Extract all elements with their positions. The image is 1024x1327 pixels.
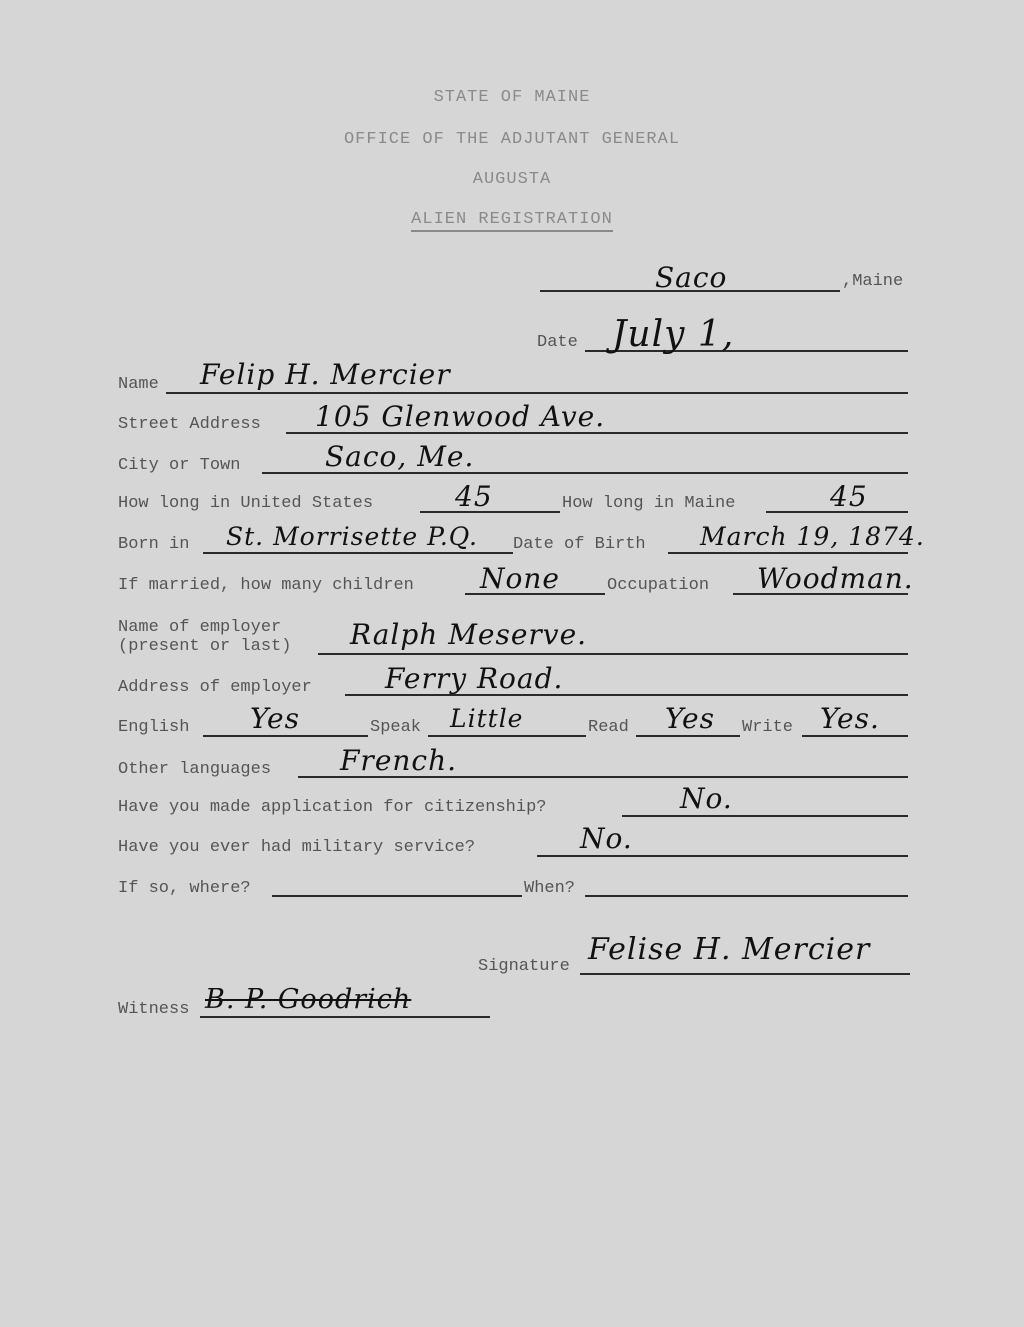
- write-label: Write: [742, 718, 794, 737]
- read-label: Read: [588, 718, 629, 737]
- signature-label: Signature: [478, 957, 570, 976]
- date-value: July 1,: [612, 314, 735, 355]
- military-label: Have you ever had military service?: [118, 838, 476, 857]
- where-label: If so, where?: [118, 879, 251, 898]
- witness-value: B. P. Goodrich: [205, 984, 412, 1015]
- children-label: If married, how many children: [118, 576, 414, 595]
- name-line: [166, 392, 908, 394]
- street-address-value: 105 Glenwood Ave.: [315, 400, 606, 433]
- header-city: AUGUSTA: [472, 170, 552, 189]
- employer-label-1: Name of employer: [118, 618, 282, 637]
- date-of-birth-line: [668, 552, 908, 554]
- military-value: No.: [580, 822, 633, 855]
- english-value: Yes: [250, 702, 300, 735]
- other-languages-value: French.: [340, 744, 458, 777]
- employer-label-2: (present or last): [118, 637, 292, 656]
- employer-value: Ralph Meserve.: [350, 618, 588, 651]
- name-label: Name: [118, 375, 159, 394]
- employer-address-label: Address of employer: [118, 678, 312, 697]
- street-address-label: Street Address: [118, 415, 261, 434]
- how-long-maine-value: 45: [830, 480, 868, 513]
- read-line: [636, 735, 740, 737]
- date-of-birth-label: Date of Birth: [513, 535, 646, 554]
- form-title: [0, 210, 1024, 229]
- header-office: OFFICE OF THE ADJUTANT GENERAL: [343, 130, 681, 149]
- name-value: Felip H. Mercier: [200, 358, 451, 391]
- citizenship-value: No.: [680, 782, 733, 815]
- when-label: When?: [524, 879, 576, 898]
- english-line: [203, 735, 368, 737]
- witness-line: [200, 1016, 490, 1018]
- form-title-text: ALIEN REGISTRATION: [411, 210, 613, 232]
- signature-line: [580, 973, 910, 975]
- how-long-maine-label: How long in Maine: [562, 494, 736, 513]
- date-of-birth-value: March 19, 1874.: [700, 522, 925, 551]
- how-long-us-label: How long in United States: [118, 494, 374, 513]
- when-line: [585, 895, 908, 897]
- speak-value: Little: [450, 704, 524, 733]
- military-line: [537, 855, 908, 857]
- citizenship-label: Have you made application for citizenship?: [118, 798, 547, 817]
- city-label: City or Town: [118, 456, 241, 475]
- children-value: None: [480, 562, 560, 595]
- occupation-label: Occupation: [607, 576, 710, 595]
- witness-label: Witness: [118, 1000, 190, 1019]
- date-label: Date: [537, 333, 578, 352]
- maine-label: ,Maine: [842, 272, 904, 291]
- write-line: [802, 735, 908, 737]
- speak-label: Speak: [370, 718, 422, 737]
- citizenship-line: [622, 815, 908, 817]
- signature-value: Felise H. Mercier: [588, 932, 871, 967]
- other-languages-label: Other languages: [118, 760, 272, 779]
- write-value: Yes.: [820, 702, 880, 735]
- born-in-label: Born in: [118, 535, 190, 554]
- speak-line: [428, 735, 586, 737]
- english-label: English: [118, 718, 190, 737]
- city-value: Saco, Me.: [325, 440, 475, 473]
- where-line: [272, 895, 522, 897]
- how-long-us-value: 45: [455, 480, 493, 513]
- born-in-value: St. Morrisette P.Q.: [226, 522, 478, 551]
- employer-line: [318, 653, 908, 655]
- born-in-line: [203, 552, 513, 554]
- read-value: Yes: [665, 702, 715, 735]
- header-state: STATE OF MAINE: [433, 88, 591, 107]
- town-value: Saco: [655, 261, 728, 294]
- employer-address-value: Ferry Road.: [385, 662, 564, 695]
- occupation-value: Woodman.: [757, 562, 914, 595]
